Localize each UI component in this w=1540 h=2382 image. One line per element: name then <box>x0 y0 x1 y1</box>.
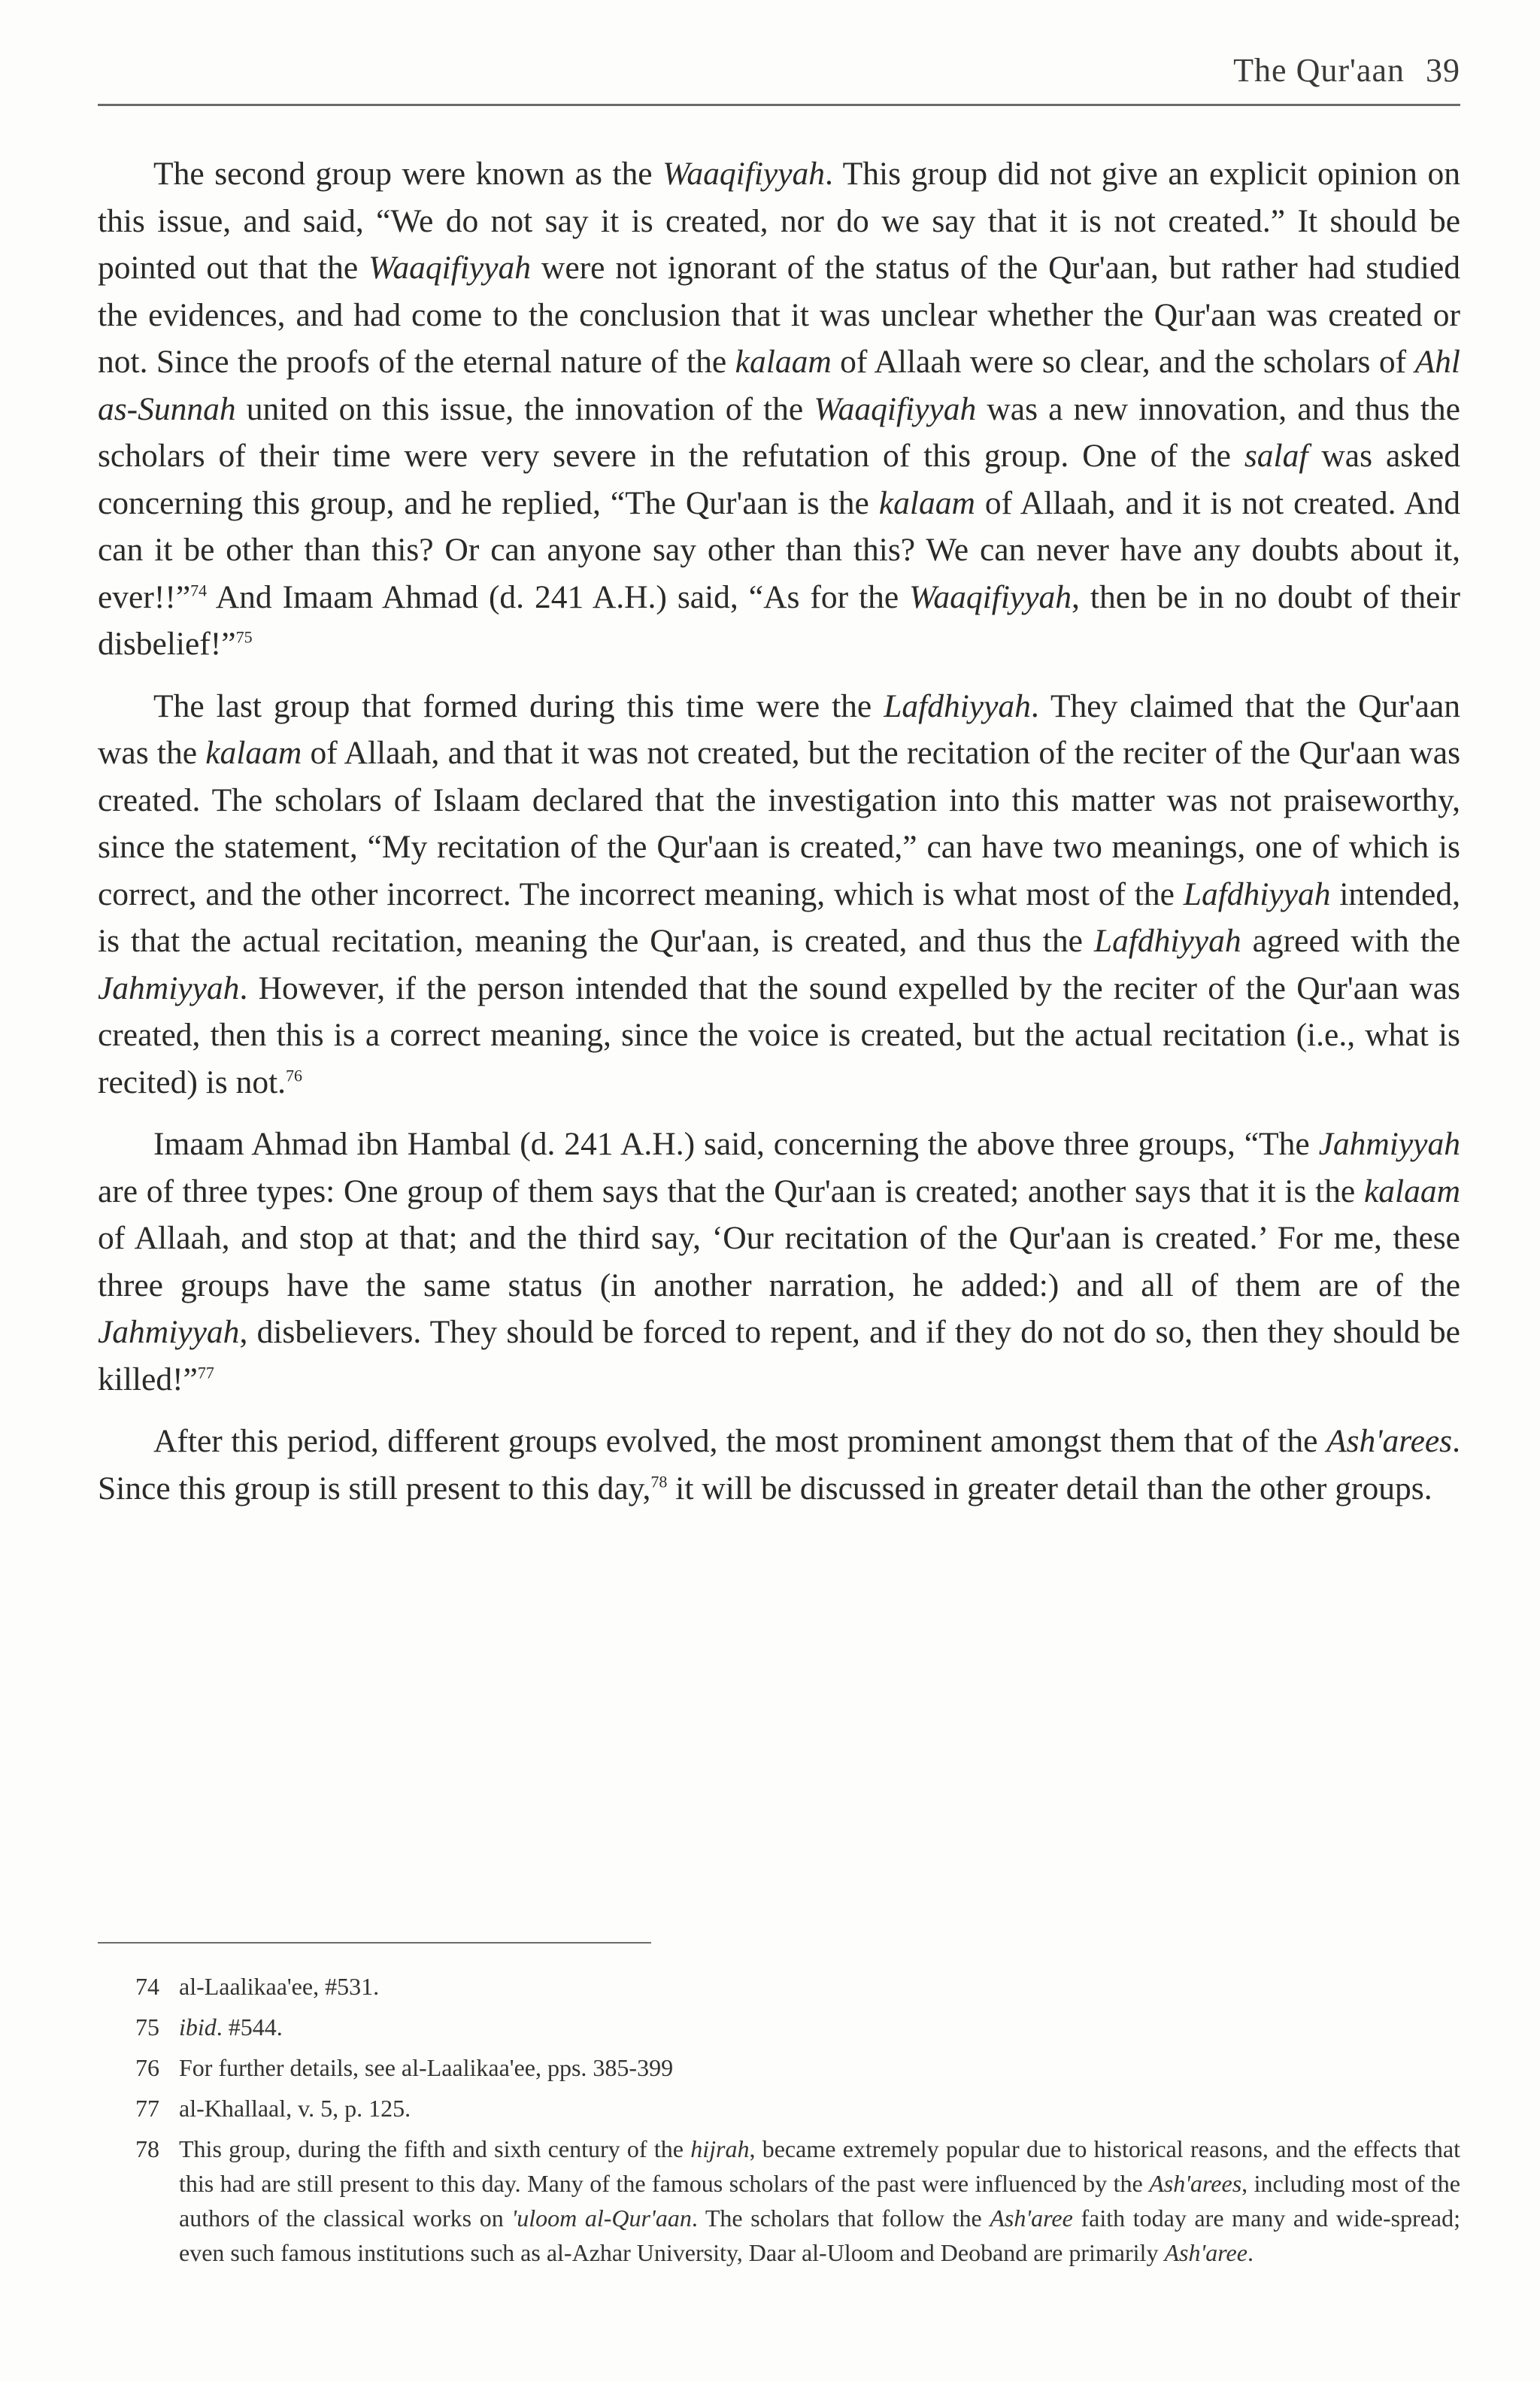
italic-term: Waaqifiyyah <box>662 156 826 192</box>
italic-term: Jahmiyyah <box>98 969 240 1006</box>
text-run: al-Laalikaa'ee, #531. <box>179 1973 380 2000</box>
footnote-text <box>179 2054 673 2081</box>
italic-term: Ash'aree <box>990 2204 1073 2232</box>
footnote-number: 78 <box>135 2135 159 2162</box>
text-run: For further details, see al-Laalikaa'ee, pps. 385-399 <box>179 2054 674 2081</box>
italic-term: ibid <box>179 2013 217 2041</box>
italic-term: Waaqifiyyah <box>909 578 1072 615</box>
text-run: . <box>1247 2239 1254 2266</box>
italic-term: Ash'aree <box>1164 2239 1247 2266</box>
footnote-ref: 76 <box>286 1066 303 1085</box>
text-run: united on this issue, the innovation of the <box>235 390 814 427</box>
italic-term: kalaam <box>878 484 975 521</box>
text-run: , then be in no doubt of their disbelief!” <box>98 578 1460 662</box>
paragraph-lafdhiyyah <box>98 683 1460 1106</box>
text-run: faith today are many and wide-spread; even such famous institutions such as al-Azhar University, Daar al-Uloom and Deoband are primarily <box>179 2204 1461 2266</box>
italic-term: hijrah <box>690 2135 750 2162</box>
italic-term: 'uloom al-Qur'aan <box>511 2204 692 2232</box>
text-run: are of three types: One group of them says that the Qur'aan is created; another says that it is the <box>98 1173 1364 1209</box>
text-run: of Allaah, and stop at that; and the third say, ‘Our recitation of the Qur'aan is created.’ For me, these three groups have the same status (in another narration, he added:) and all of them are of the <box>98 1220 1460 1303</box>
text-run: were not ignorant of the status of the Qur'aan, but rather had studied the evidences, and had come to the conclusion that it was unclear whether the Qur'aan was created or not. Since the proofs of the eternal nature of the <box>98 250 1461 380</box>
text-run: al-Khallaal, v. 5, p. 125. <box>179 2095 411 2122</box>
footnote-text <box>179 2135 1460 2266</box>
footnote-number: 77 <box>135 2095 159 2122</box>
text-run: of Allaah were so clear, and the scholars of <box>831 344 1415 380</box>
text-run: Imaam Ahmad ibn Hambal (d. 241 A.H.) said, concerning the above three groups, “The <box>153 1126 1319 1162</box>
text-run: After this period, different groups evolved, the most prominent amongst them that of the <box>153 1423 1326 1459</box>
footnote-number: 74 <box>135 1973 159 2000</box>
paragraph-waaqifiyyah <box>98 150 1460 668</box>
text-run: of Allaah, and that it was not created, but the recitation of the reciter of the Qur'aan was created. The scholars of Islaam declared that the investigation into this matter was not praiseworthy, since the statement, “My recitation of the Qur'aan is created,” can have two meanings, one of which is correct, and the other incorrect. The incorrect meaning, which is what most of the <box>98 735 1460 912</box>
footnote-text <box>179 2013 283 2041</box>
footnote-78 <box>98 2132 1460 2270</box>
italic-term: Ash'arees <box>1149 2170 1242 2197</box>
italic-term: salaf <box>1244 438 1308 474</box>
text-run: was asked concerning this group, and he replied, “The Qur'aan is the <box>98 438 1460 521</box>
text-run: And Imaam Ahmad (d. 241 A.H.) said, “As for the <box>207 578 910 615</box>
footnote-text <box>179 2095 411 2122</box>
text-run: intended, is that the actual recitation, meaning the Qur'aan, is created, and thus the <box>98 875 1460 959</box>
italic-term: Lafdhiyyah <box>884 687 1031 724</box>
body-text <box>98 150 1460 1527</box>
footnote-ref: 74 <box>190 581 208 599</box>
italic-term: Waaqifiyyah <box>814 390 977 427</box>
footnote-ref: 75 <box>235 627 253 647</box>
italic-term: Lafdhiyyah <box>1093 923 1241 959</box>
running-head <box>1233 51 1460 90</box>
text-run: . This group did not give an explicit opinion on this issue, and said, “We do not say it is created, nor do we say that it is not created.” It should be pointed out that the <box>98 156 1460 286</box>
italic-term: Lafdhiyyah <box>1183 875 1331 912</box>
footnote-ref: 77 <box>197 1363 214 1382</box>
text-run: . However, if the person intended that the sound expelled by the reciter of the Qur'aan was created, then this is a correct meaning, since the voice is created, but the actual recitation (i.e., what is recited) is not. <box>98 969 1460 1100</box>
text-run: agreed with the <box>1241 923 1461 959</box>
text-run: , became extremely popular due to historical reasons, and the effects that this had are still present to this day. Many of the famous scholars of the past were influenced by the <box>179 2135 1461 2197</box>
footnote-number: 76 <box>135 2054 159 2081</box>
footnote-77 <box>98 2091 1460 2126</box>
text-run: . #544. <box>216 2013 283 2041</box>
footnote-75 <box>98 2010 1460 2044</box>
text-run: The second group were known as the <box>153 156 663 192</box>
italic-term: Jahmiyyah <box>98 1314 240 1350</box>
footnote-74 <box>98 1969 1460 2004</box>
italic-term: Ash'arees <box>1326 1423 1453 1459</box>
running-head-title: The Qur'aan <box>1233 52 1405 89</box>
italic-term: Jahmiyyah <box>1318 1126 1460 1162</box>
italic-term: kalaam <box>1363 1173 1460 1209</box>
italic-term: Waaqifiyyah <box>368 250 531 286</box>
text-run: was a new innovation, and thus the scholars of their time were very severe in the refutation of this group. One of the <box>98 390 1460 474</box>
footnote-ref: 78 <box>650 1472 668 1491</box>
text-run: , including most of the authors of the classical works on <box>179 2170 1461 2232</box>
text-run: of Allaah, and it is not created. And can it be other than this? Or can anyone say other than this? We can never have any doubts about it, ever!!” <box>98 484 1460 615</box>
text-run: . Since this group is still present to this day, <box>98 1423 1460 1507</box>
italic-term: kalaam <box>205 735 302 771</box>
footnote-divider <box>98 1942 651 1944</box>
footnote-76 <box>98 2050 1460 2085</box>
text-run: . They claimed that the Qur'aan was the <box>98 687 1461 771</box>
text-run: , disbelievers. They should be forced to repent, and if they do not do so, then they should be killed!” <box>98 1314 1460 1397</box>
italic-term: kalaam <box>735 344 832 380</box>
text-run: The last group that formed during this time were the <box>153 687 884 724</box>
text-run: it will be discussed in greater detail than the other groups. <box>667 1470 1432 1507</box>
paragraph-asharees <box>98 1418 1460 1512</box>
footnote-number: 75 <box>135 2013 159 2041</box>
page-header <box>98 50 1460 106</box>
footnotes <box>98 1969 1460 2276</box>
text-run: This group, during the fifth and sixth century of the <box>179 2135 691 2162</box>
paragraph-imaam-ahmad <box>98 1121 1460 1403</box>
footnote-text <box>179 1973 379 2000</box>
italic-term: Ahl as-Sunnah <box>98 344 1460 427</box>
page-number: 39 <box>1426 52 1460 89</box>
text-run: . The scholars that follow the <box>691 2204 990 2232</box>
